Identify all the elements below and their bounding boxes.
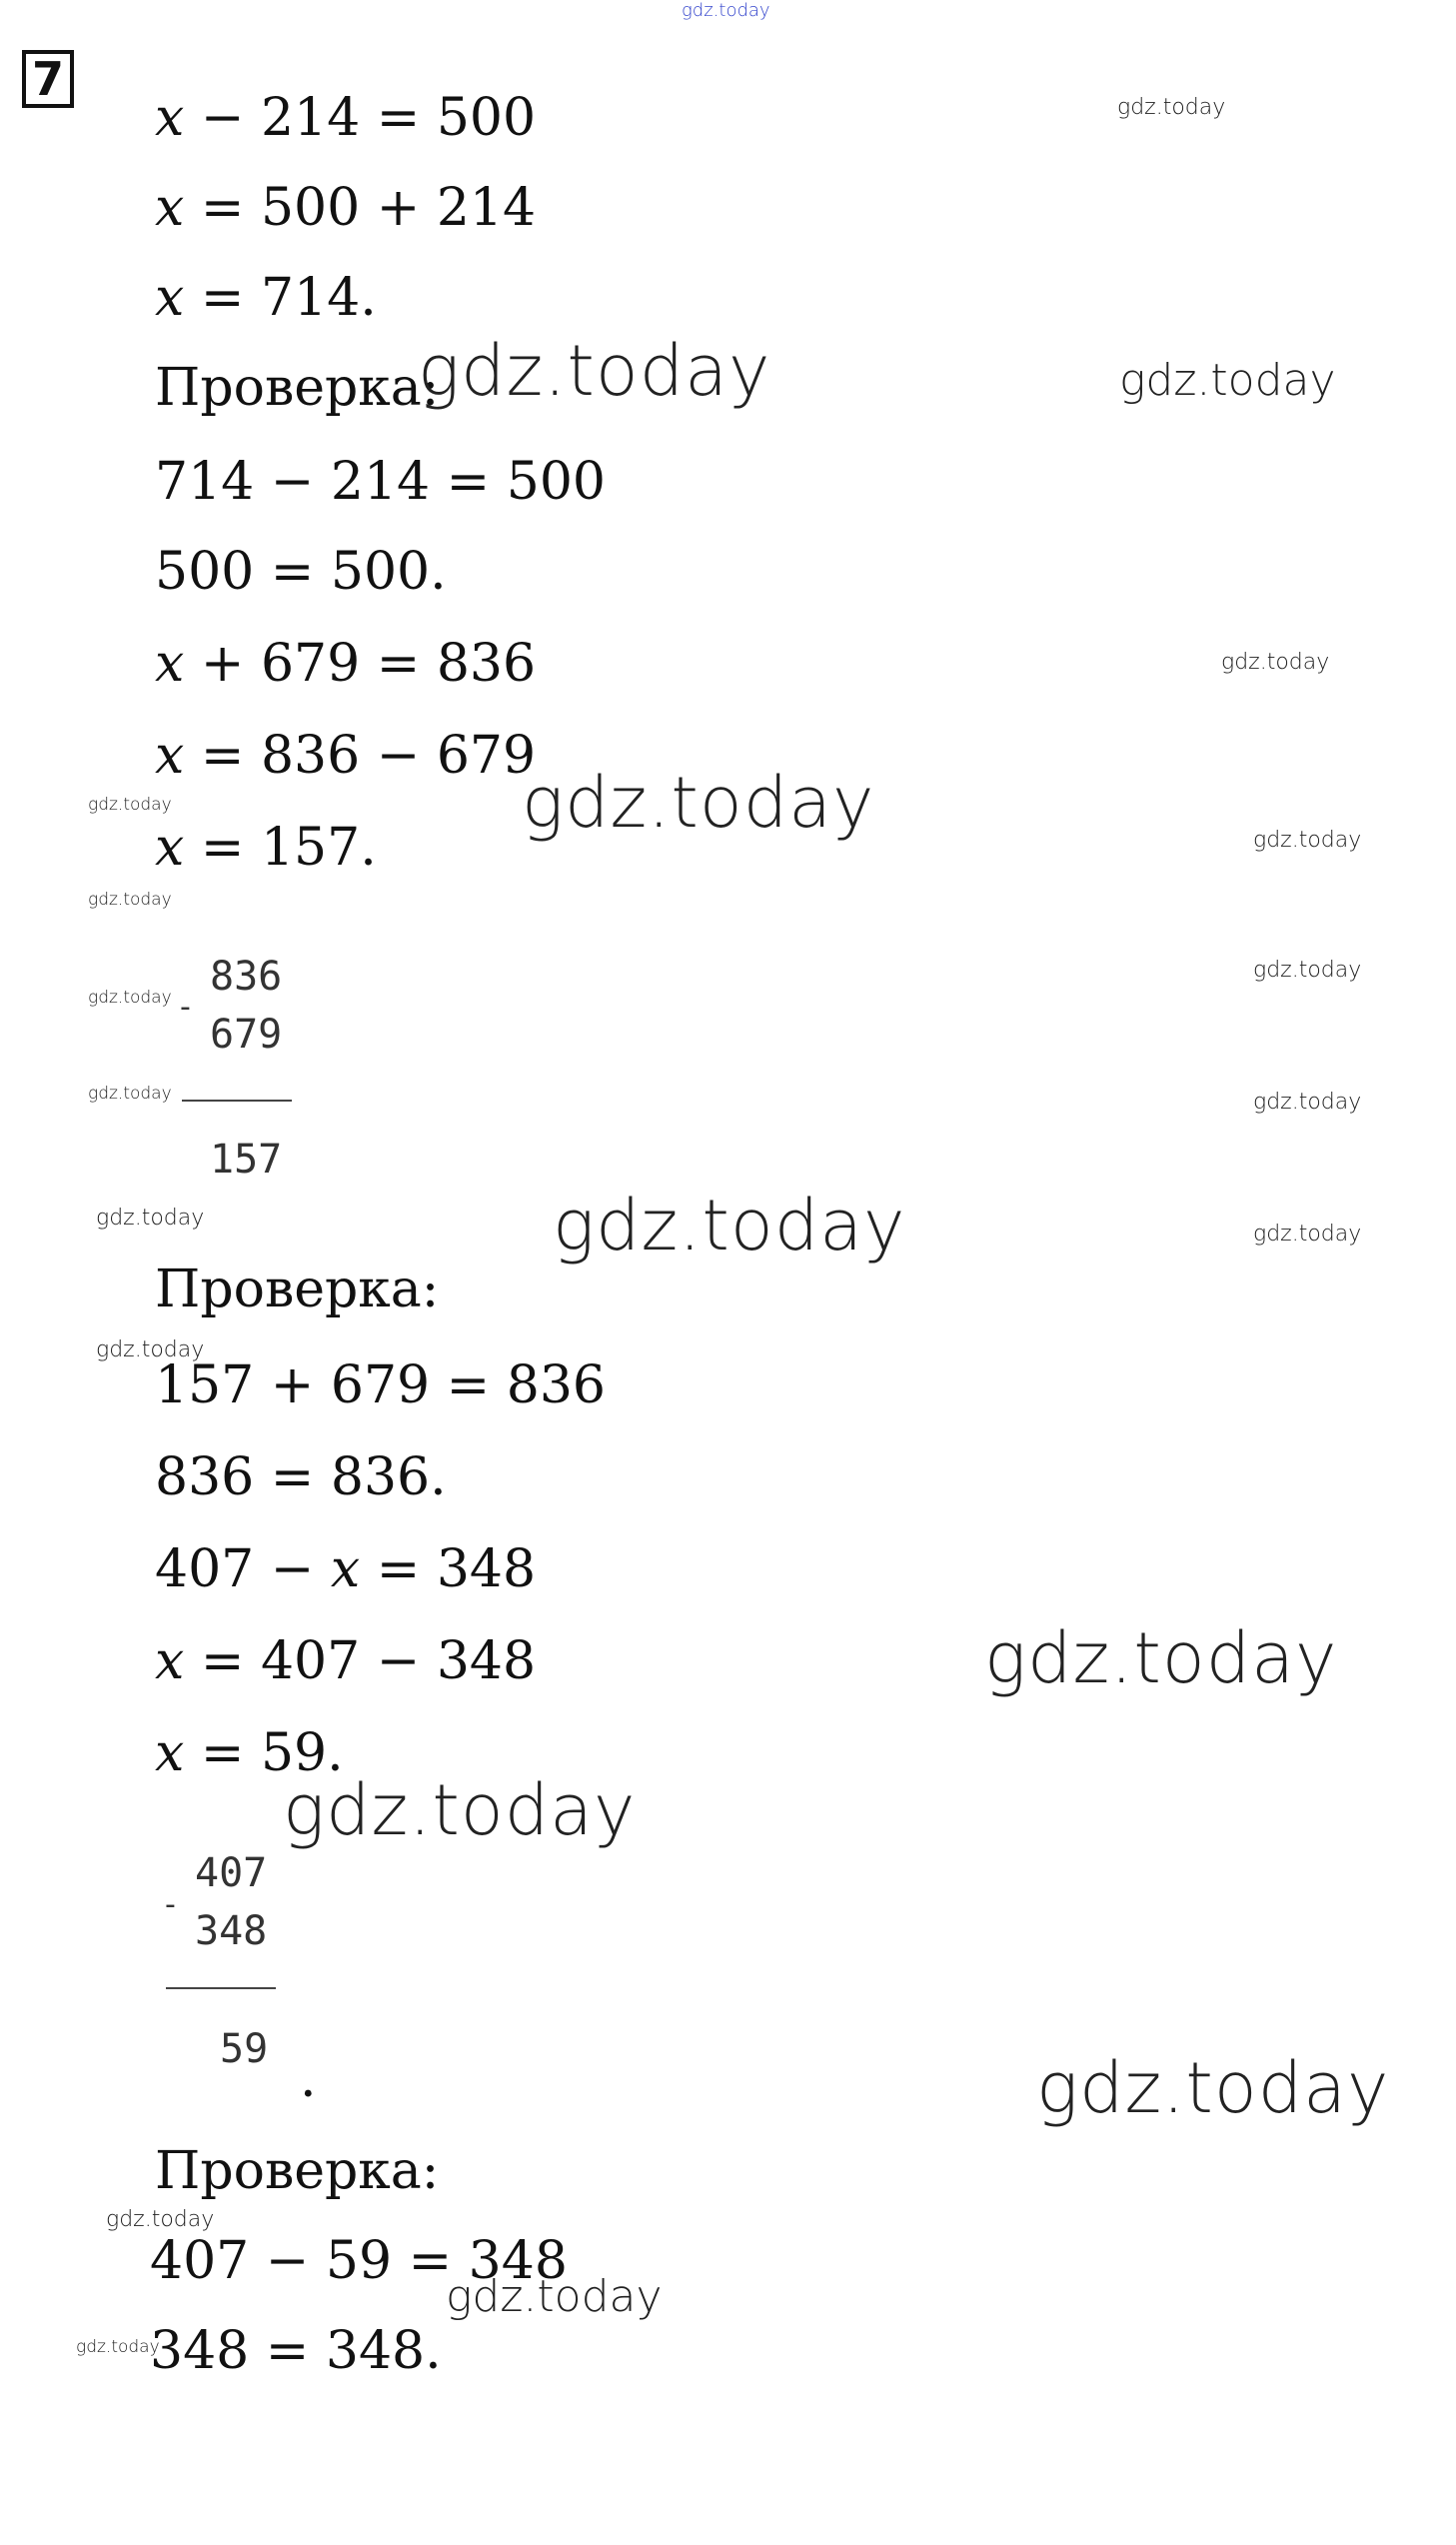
watermark-text: gdz.today	[1117, 95, 1226, 120]
equation-line: 714 − 214 = 500	[155, 452, 607, 512]
column-result-number: 59	[220, 2026, 269, 2072]
equation-line	[155, 818, 377, 878]
variable: x	[155, 1723, 185, 1783]
watermark-text: gdz.today	[1221, 650, 1330, 675]
equation-line: 157 + 679 = 836	[155, 1355, 607, 1415]
equation-line	[155, 178, 536, 238]
watermark-text: gdz.today	[446, 2271, 663, 2322]
expression: = 348	[360, 1539, 537, 1599]
watermark-text: gdz.today	[88, 795, 172, 815]
check-heading: Проверка:	[155, 1260, 440, 1319]
variable: x	[155, 268, 185, 328]
expression: = 407 − 348	[184, 1631, 537, 1691]
expression: = 500 + 214	[184, 178, 537, 238]
trailing-dot: .	[300, 2049, 317, 2109]
expression: = 59.	[184, 1723, 344, 1783]
watermark-text: gdz.today	[1119, 355, 1336, 406]
watermark-text: gdz.today	[76, 2337, 160, 2357]
equation-line	[155, 1631, 536, 1691]
watermark-text: gdz.today	[96, 1337, 205, 1362]
watermark-text: gdz.today	[984, 1617, 1338, 1699]
variable: x	[155, 1631, 185, 1691]
variable: x	[155, 88, 185, 148]
column-bottom-number: 679	[210, 1012, 283, 1058]
expression: = 157.	[184, 818, 377, 878]
variable: x	[155, 818, 185, 878]
watermark-text: gdz.today	[522, 762, 875, 844]
equation-line: 836 = 836.	[155, 1447, 447, 1507]
equation-line	[155, 726, 536, 786]
watermark-text: gdz.today	[553, 1185, 906, 1267]
column-top-number: 407	[195, 1850, 268, 1896]
expression: 407 −	[155, 1539, 331, 1599]
watermark-text: gdz.today	[96, 1206, 205, 1231]
expression: + 679 = 836	[184, 634, 537, 694]
column-minus-sign: -	[180, 990, 191, 1025]
variable: x	[155, 178, 185, 238]
watermark-text: gdz.today	[418, 330, 771, 412]
column-minus-sign: -	[165, 1887, 176, 1922]
variable: x	[155, 634, 185, 694]
column-top-number: 836	[210, 954, 283, 1000]
equation-line	[155, 88, 536, 148]
watermark-text: gdz.today	[1253, 1090, 1362, 1115]
watermark-text: gdz.today	[1036, 2047, 1390, 2129]
watermark-text: gdz.today	[88, 1084, 172, 1104]
equation-line: 407 − 59 = 348	[150, 2231, 568, 2291]
equation-line	[155, 634, 536, 694]
column-divider-line	[182, 1100, 292, 1102]
column-divider-line	[166, 1987, 276, 1989]
expression: = 836 − 679	[184, 726, 537, 786]
watermark-text: gdz.today	[1253, 1222, 1362, 1247]
expression: − 214 = 500	[184, 88, 537, 148]
watermark-text: gdz.today	[1253, 958, 1362, 983]
watermark-text: gdz.today	[88, 890, 172, 910]
task-number-box: 7	[22, 50, 74, 108]
variable: x	[330, 1539, 361, 1599]
check-heading: Проверка:	[155, 2141, 440, 2201]
equation-line: 500 = 500.	[155, 542, 447, 602]
column-bottom-number: 348	[195, 1908, 268, 1954]
check-heading: Проверка:	[155, 358, 440, 418]
watermark-text: gdz.today	[106, 2207, 215, 2232]
watermark-text: gdz.today	[1253, 828, 1362, 853]
watermark-text: gdz.today	[88, 988, 172, 1008]
equation-line	[155, 1539, 536, 1599]
equation-line: 348 = 348.	[150, 2321, 442, 2381]
watermark-text: gdz.today	[283, 1769, 637, 1851]
watermark-text: gdz.today	[682, 0, 770, 21]
equation-line	[155, 268, 377, 328]
expression: = 714.	[184, 268, 377, 328]
variable: x	[155, 726, 185, 786]
column-result-number: 157	[210, 1137, 283, 1183]
